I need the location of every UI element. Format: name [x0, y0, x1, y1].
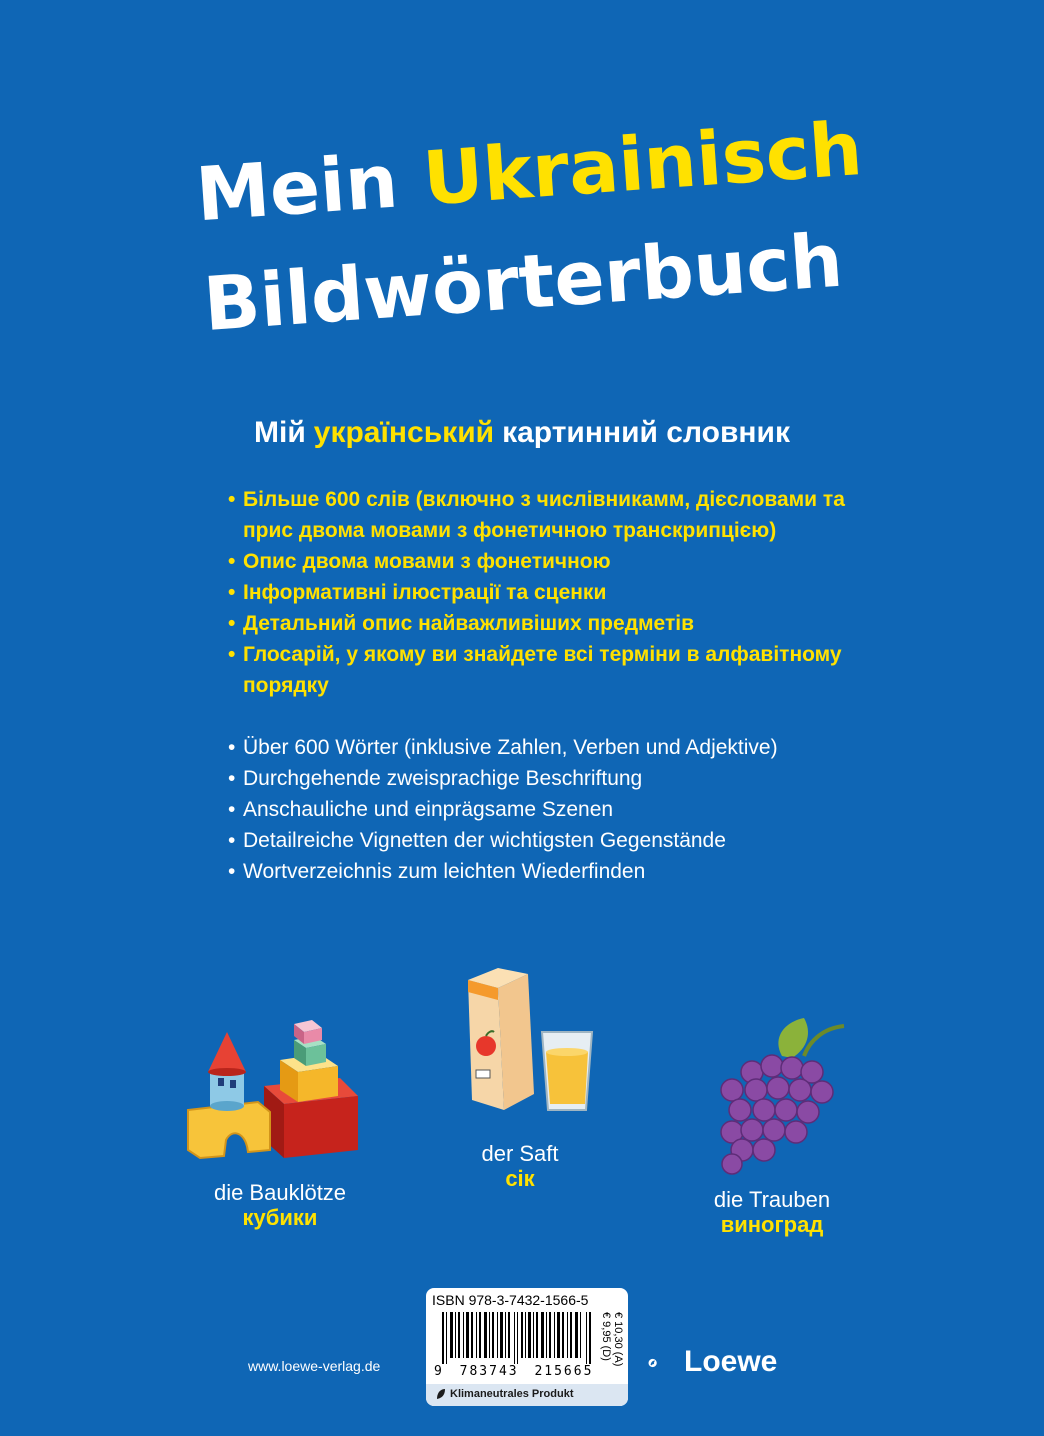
german-feature-list	[228, 732, 928, 887]
uk-feature-item: • Детальний опис найважливіших предметів	[228, 608, 928, 639]
uk-feature-item: • Інформативні ілюстрації та сценки	[228, 577, 928, 608]
bullet-icon: •	[228, 581, 236, 604]
uk-feature-item: • Опис двома мовами з фонетичною	[228, 546, 928, 577]
price-de: € 9,95 (D)	[600, 1312, 612, 1361]
juice-carton-and-glass-illustration	[458, 960, 608, 1120]
title-line-2: Bildwörterbuch	[200, 217, 846, 349]
de-feature-item: • Durchgehende zweisprachige Beschriftung	[228, 763, 928, 794]
bullet-icon: •	[228, 798, 236, 821]
building-blocks-illustration	[180, 1000, 370, 1160]
publisher-name: Loewe	[684, 1345, 778, 1378]
bullet-icon: •	[228, 860, 236, 883]
barcode-icon	[442, 1312, 592, 1364]
uk-feature-item: • Більше 600 слів (включно з числівникамм, дієсловами та	[228, 484, 928, 515]
bullet-icon: •	[228, 767, 236, 790]
de-feature-item: • Detailreiche Vignetten der wichtigsten Gegenstände	[228, 825, 928, 856]
book-title	[0, 82, 1034, 349]
grapes-illustration	[712, 1016, 872, 1176]
bullet-icon: •	[228, 612, 236, 635]
uk-feature-item: • Глосарій, у якому ви знайдете всі терміни в алфавітному	[228, 639, 928, 670]
isbn-number: ISBN 978-3-7432-1566-5	[432, 1292, 589, 1308]
isbn-barcode-box	[426, 1288, 628, 1406]
bullet-icon: •	[228, 829, 236, 852]
price-at: € 10,30 (A)	[612, 1312, 624, 1367]
item-label-blocks: die Bauklötze кубики	[213, 1180, 347, 1230]
de-feature-item: • Anschauliche und einprägsame Szenen	[228, 794, 928, 825]
leaf-icon	[436, 1388, 446, 1403]
bullet-icon: •	[228, 488, 236, 511]
publisher-url[interactable]: www.loewe-verlag.de	[248, 1358, 381, 1374]
subtitle-part-1: Мій	[254, 416, 306, 449]
bullet-icon: •	[228, 550, 236, 573]
uk-feature-item: прис двома мовами з фонетичною транскрипцією)	[243, 519, 777, 542]
de-feature-item: • Über 600 Wörter (inklusive Zahlen, Verben und Adjektive)	[228, 732, 928, 763]
ukrainian-subtitle	[0, 416, 1044, 450]
uk-feature-item: порядку	[243, 674, 329, 697]
subtitle-part-3: картинний словник	[502, 416, 790, 449]
subtitle-part-2: український	[313, 416, 495, 449]
barcode-digits: 9 783743 215665	[434, 1364, 594, 1379]
title-word-ukrainisch: Ukrainisch	[420, 106, 866, 223]
title-word-mein: Mein	[193, 138, 401, 239]
ukrainian-feature-list	[228, 484, 928, 701]
item-label-juice: der Saft сік	[481, 1141, 559, 1191]
loewe-logo	[648, 1340, 684, 1386]
bullet-icon: •	[228, 736, 236, 759]
item-label-grapes: die Trauben виноград	[713, 1187, 831, 1237]
de-feature-item: • Wortverzeichnis zum leichten Wiederfinden	[228, 856, 928, 887]
climate-neutral-badge: Klimaneutrales Produkt	[426, 1384, 628, 1406]
bullet-icon: •	[228, 643, 236, 666]
